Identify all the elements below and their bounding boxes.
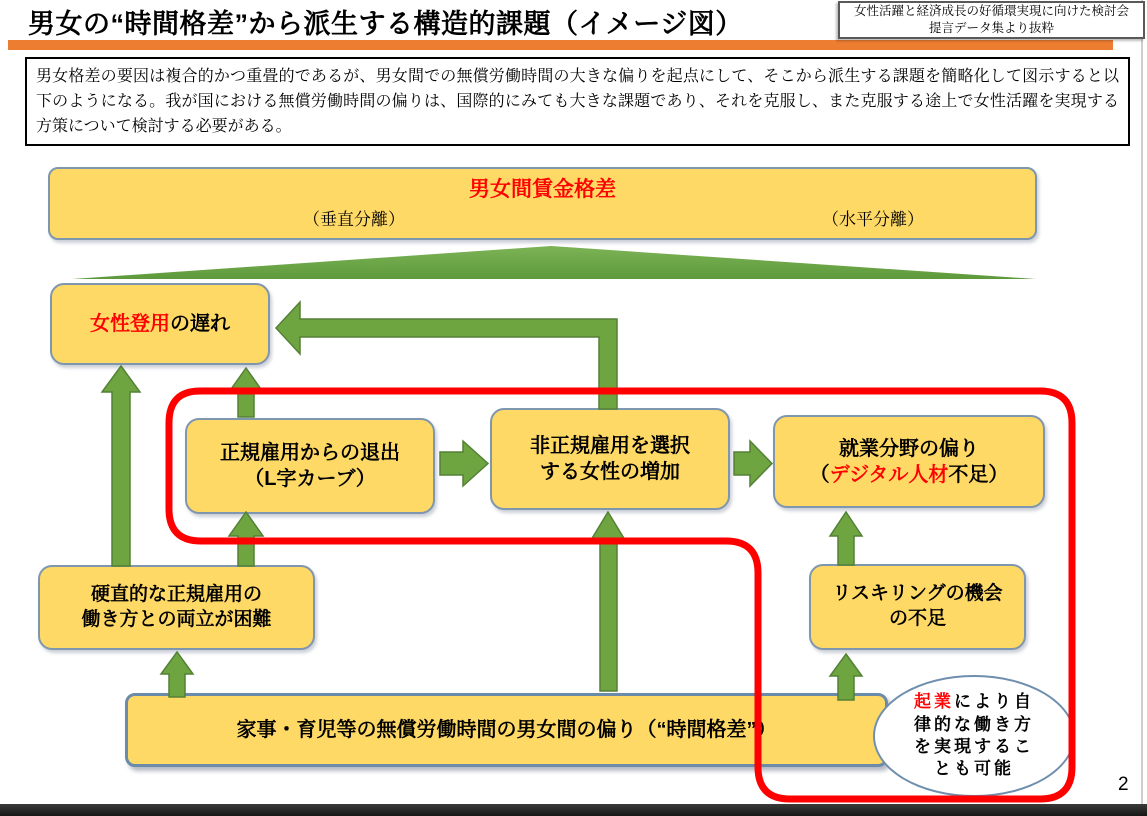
box-exit-regular-employment-line1: 正規雇用からの退出 bbox=[220, 442, 400, 464]
source-line-1: 女性活躍と経済成長の好循環実現に向けた検討会 bbox=[853, 4, 1129, 19]
box-rigid-work-style-line1: 硬直的な正規雇用の bbox=[90, 583, 262, 605]
intro-paragraph: 男女格差の要因は複合的かつ重畳的であるが、男女間での無償労働時間の大きな偏りを起点にして、そこから派生する課題を簡略化して図示すると以下のようになる。我が国における無償労働時間の偏りは、国際的にみても大きな課題であり、それを克服し、また克服する途上で女性活躍を実現する方策について検討する必要がある。 bbox=[25, 57, 1130, 146]
callout-entrepreneurship-label: 起業により自律的な働き方を実現することも可能 bbox=[914, 692, 1034, 779]
box-delayed-female-promotion-label: 女性登用の遅れ bbox=[90, 313, 230, 335]
page-number: 2 bbox=[1118, 774, 1129, 795]
source-line-2: 提言データ集より抜粋 bbox=[928, 21, 1054, 35]
slide-title: 男女の“時間格差”から派生する構造的課題（イメージ図） bbox=[28, 9, 743, 39]
wage-gap-title: 男女間賃金格差 bbox=[469, 178, 616, 201]
bottom-bar bbox=[0, 804, 1147, 816]
box-lack-of-reskilling-line2: の不足 bbox=[888, 608, 946, 629]
box-rigid-work-style-line2: 働き方との両立が困難 bbox=[81, 608, 272, 630]
box-exit-regular-employment-line2: （L字カーブ） bbox=[244, 468, 376, 490]
label-horizontal-segregation: （水平分離） bbox=[822, 210, 924, 229]
box-unpaid-work-time-gap-label: 家事・育児等の無償労働時間の男女間の偏り（“時間格差”） bbox=[236, 719, 777, 741]
source-reference-box bbox=[838, 1, 1145, 39]
red-highlight-outline bbox=[169, 391, 1072, 799]
box-lack-of-reskilling-line1: リスキリングの機会 bbox=[832, 583, 1003, 605]
box-occupational-segregation-line2: （デジタル人材不足） bbox=[809, 463, 1009, 486]
label-vertical-segregation: （垂直分離） bbox=[303, 210, 405, 229]
box-non-regular-employment-line1: 非正規雇用を選択 bbox=[530, 435, 690, 457]
box-non-regular-employment-line2: する女性の増加 bbox=[540, 461, 680, 483]
box-occupational-segregation-line1: 就業分野の偏り bbox=[839, 437, 979, 460]
